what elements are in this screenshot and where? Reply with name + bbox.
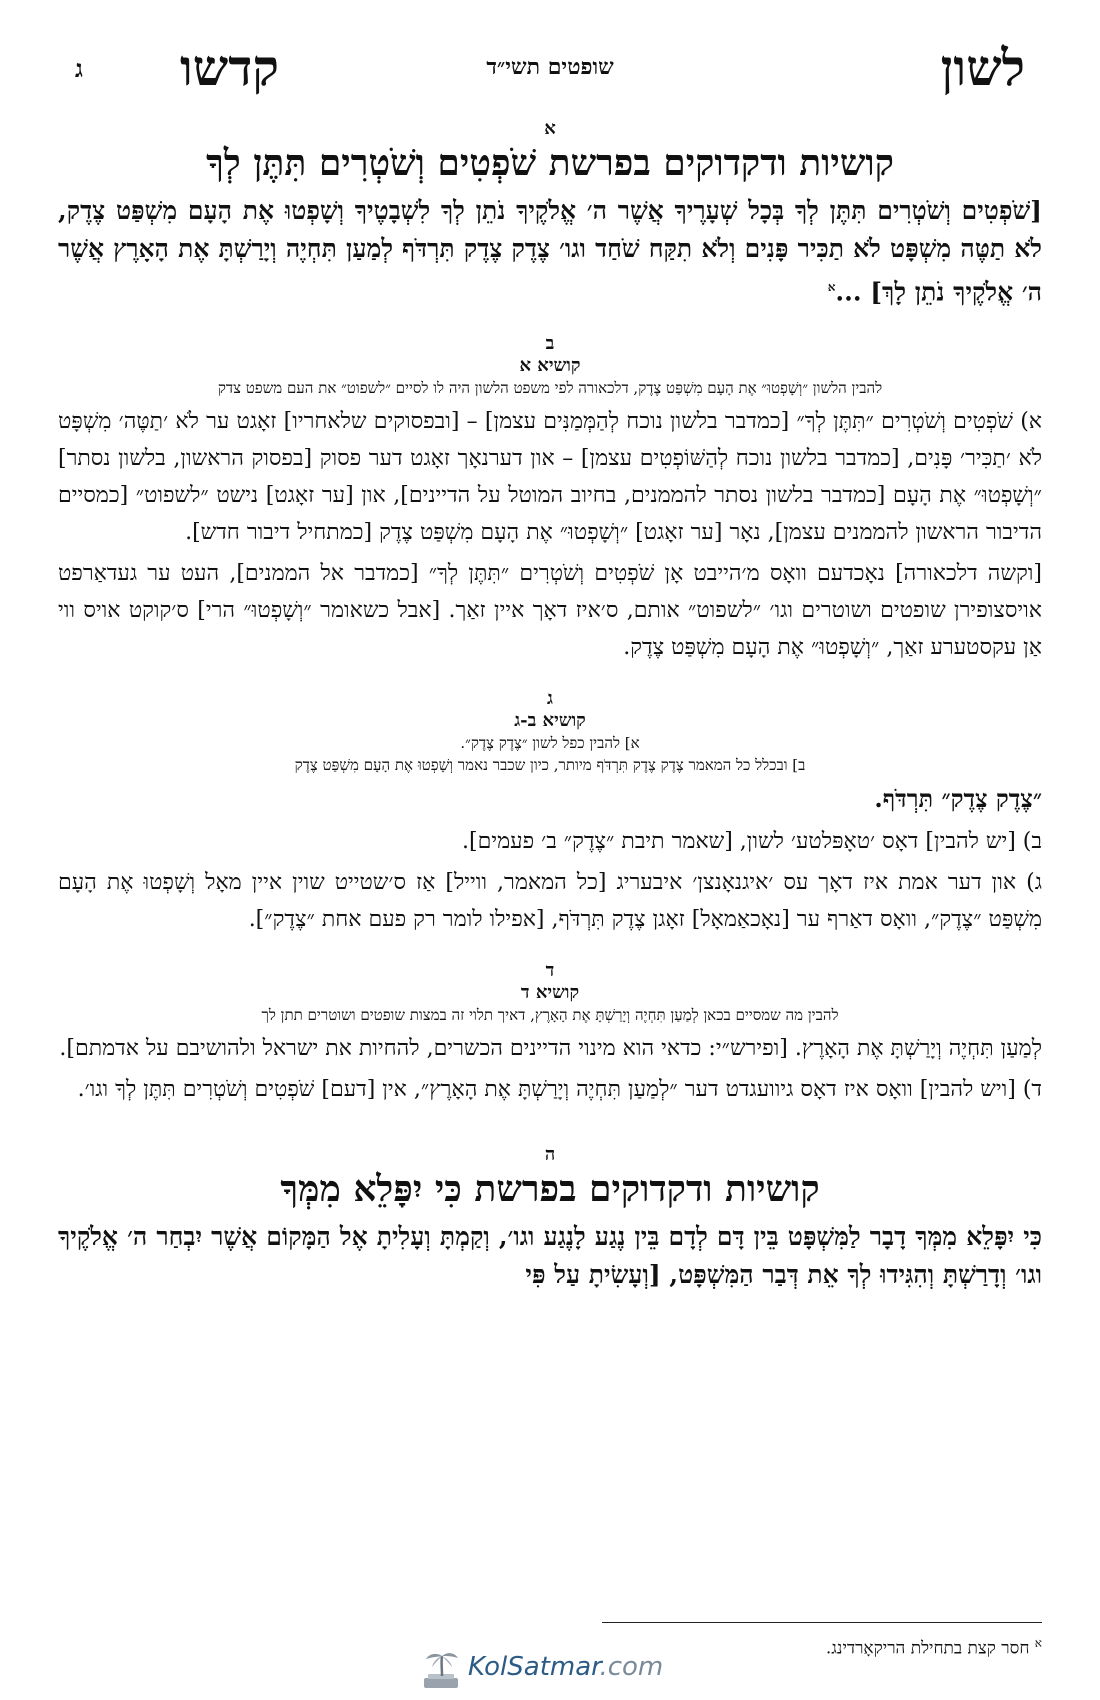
brand-name: KolSatmar.com — [468, 1652, 664, 1682]
palm-tree-logo-icon — [420, 1648, 462, 1690]
verse-text: כִּי יִפָּלֵא מִמְּךָ דָבָר לַמִּשְׁפָּט בֵּין דָּם לְדָם בֵּין נֶגַע לָנֶגַע וגו׳, וְקַמְתָּ וְעָלִיתָ אֶל הַמָּקוֹם אֲשֶׁר יִבְחַר ה׳ אֱלֹקֶיךָ וגו׳ וְדָרַשְׁתָּ וְהִגִּידוּ לְךָ אֵת דְּבַר הַמִּשְׁפָּט, [וְעָשִׂיתָ עַל פִּי — [58, 1222, 1042, 1290]
footnote-divider — [602, 1622, 1042, 1623]
footnote: $^א$ חסר קצת בתחילת הריקאָרדינג. — [825, 1636, 1042, 1659]
body-paragraph: ב) [יש להבין] דאָס ׳טאָפּלטע׳ לשון, [שאמר תיבת ״צֶדֶק״ ב׳ פעמים]. — [462, 829, 1042, 855]
body-paragraph: לְמַעַן תִּחְיֶה וְיָרַשְׁתָּ אֶת הָאָרֶץ. [ופירש״י: כדאי הוא מינוי הדיינים הכשרים, להחיות את ישראל ולהושיבם על אדמתם]. — [59, 1036, 1042, 1062]
footnote-mark: א — [827, 280, 836, 294]
body-paragraph: א) שֹׁפְטִים וְשֹׁטְרִים ״תִּתֶּן לְךָ״ [כמדבר בלשון נוכח לְהַמְּמַנִּים עצמן] – [ובפסוקים שלאחריו] זאָגט ער לֹא ׳תַטֶּה׳ מִשְׁפָּט לֹא ׳תַכִּיר׳ פָּנִים, [כמדבר בלשון נוכח לְהַשּׁוֹפְטִים עצמן] – און דערנאָך זאָגט דער פסוק [בפסוק הראשון, בלשון נסתר] ״וְשָׁפְטוּ״ אֶת הָעָם [כמדבר בלשון נסתר להממנים, בחיוב המוטל על הדיינים], און [ער זאָגט] נישט ״לשפוט״ [כמסיים הדיבור הראשון להממנים עצמן], נאָר [ער זאָגט] ״וְשָׁפְטוּ״ אֶת הָעָם מִשְׁפַּט צֶדֶק [כמתחיל דיבור חדש]. — [58, 409, 1042, 546]
kushya-note: ב] ובכלל כל המאמר צֶדֶק צֶדֶק תִּרְדֹּף מיותר, כיון שכבר נאמר וְשָׁפְטוּ אֶת הָעָם מִשְׁפַּט צֶדֶק — [294, 756, 806, 775]
body-paragraph: ג) און דער אמת איז דאָך עס ׳איגנאָנצן׳ איבעריג [כל המאמר, ווייל] אַז ס׳שטייט שוין איין מאָל וְשָׁפְטוּ אֶת הָעָם מִשְׁפַּט ״צֶדֶק״, וואָס דאַרף ער [נאָכאַמאָל] זאָגן צֶדֶק תִּרְדֹּף, [אפילו לומר רק פעם אחת ״צֶדֶק״]. — [58, 870, 1042, 933]
body-paragraph: ד) [ויש להבין] וואָס איז דאָס גיוועגדט דער ״לְמַעַן תִּחְיֶה וְיָרַשְׁתָּ אֶת הָאָרֶץ״, אין [דעם] שֹׁפְטִים וְשֹׁטְרִים תִּתֶּן לְךָ וגו׳. — [77, 1077, 1042, 1103]
body-paragraph: [וקשה דלכאורה] נאָכדעם וואָס מ׳הייבט אָן שֹׁפְטִים וְשֹׁטְרִים ״תִּתֶּן לְךָ״ [כמדבר אל הממנים], העט ער געדאַרפט אויסצופירן שופטים ושוטרים וגו׳ ״לשפוט״ אותם, ס׳איז דאָך איין זאַך. [אבל כשאומר ״וְשָׁפְטוּ״ הרי] ס׳קוקט אויס ווי אַן עקסטערע זאַך, ״וְשָׁפְטוּ״ אֶת הָעָם מִשְׁפַּט צֶדֶק. — [58, 561, 1042, 661]
section-title: קושיות ודקדוקים בפרשת שֹׁפְטִים וְשֹׁטְרִים תִּתֶּן לְךָ — [206, 142, 894, 184]
kushya-note: א] להבין כפל לשון ״צֶדֶק צֶדֶק״. — [460, 734, 640, 753]
kushya-heading: קושיא א — [519, 355, 581, 377]
section-letter: ד — [545, 960, 555, 982]
site-brand — [420, 1648, 680, 1688]
section-title: קושיות ודקדוקים בפרשת כִּי יִפָּלֵא מִמְּךָ — [280, 1168, 820, 1211]
header-word-right: לשון — [940, 38, 1025, 97]
body-paragraph: ״צֶדֶק צֶדֶק״ תִּרְדֹּף. — [874, 784, 1042, 814]
kushya-note: להבין הלשון ״וְשָׁפְטוּ״ אֶת הָעָם מִשְׁפַּט צֶדֶק, דלכאורה לפי משפט הלשון היה לו לסיים ״לשפוט״ את העם משפט צדק — [217, 379, 883, 398]
section-letter: ג — [547, 688, 553, 710]
kushya-heading: קושיא ב-ג — [514, 710, 586, 732]
page-header — [75, 38, 1025, 98]
header-word-left: קדשו — [180, 38, 279, 97]
main-content — [58, 112, 1042, 1294]
kushya-note: להבין מה שמסיים בכאן לְמַעַן תִּחְיֶה וְיָרַשְׁתָּ אֶת הָאָרֶץ, דאיך תלוי זה במצות שופטים ושוטרים תתן לך — [261, 1006, 839, 1025]
section-letter: ב — [545, 333, 555, 355]
section-letter: ה — [544, 1144, 556, 1166]
kushya-heading: קושיא ד — [520, 982, 580, 1004]
page-number: ג — [75, 54, 83, 83]
header-parasha: שופטים תשי״ד — [486, 54, 614, 80]
verse-text: [שֹׁפְטִים וְשֹׁטְרִים תִּתֶּן לְךָ בְּכָל שְׁעָרֶיךָ אֲשֶׁר ה׳ אֱלֹקֶיךָ נֹתֵן לְךָ לִשְׁבָטֶיךָ וְשָׁפְטוּ אֶת הָעָם מִשְׁפַּט צֶדֶק, לֹא תַטֶּה מִשְׁפָּט לֹא תַכִּיר פָּנִים וְלֹא תִקַּח שֹׁחַד וגו׳ צֶדֶק צֶדֶק תִּרְדֹּף לְמַעַן תִּחְיֶה וְיָרַשְׁתָּ אֶת הָאָרֶץ אֲשֶׁר ה׳ אֱלֹקֶיךָ נֹתֵן לָךְ] ...$^א$ — [58, 196, 1042, 307]
section-letter: א — [544, 118, 556, 139]
